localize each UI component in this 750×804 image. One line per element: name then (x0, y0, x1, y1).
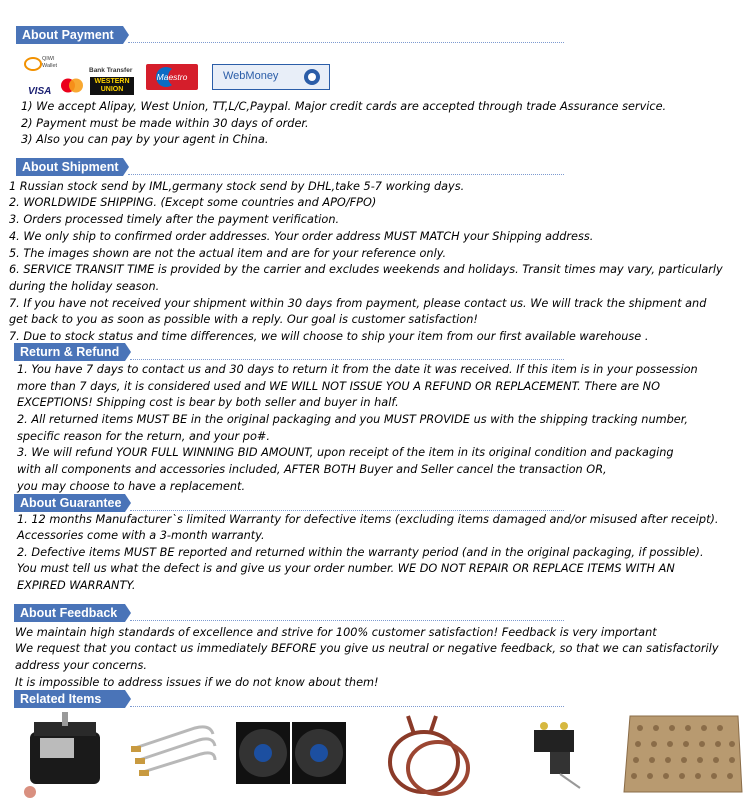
payment-title: About Payment (22, 28, 114, 42)
shipment-line: 6. SERVICE TRANSIT TIME is provided by the carrier and excludes weekends and holidays. Transit times may vary, particularly (9, 263, 723, 276)
refund-line: with all components and accessories included, AFTER BOTH Buyer and Seller cancel the transaction OR, (17, 463, 607, 476)
related-item-gear-motor[interactable] (22, 708, 112, 800)
shipment-title: About Shipment (22, 160, 119, 174)
maestro-logo: Maestro (146, 64, 198, 90)
payment-line: 2) Payment must be made within 30 days of order. (21, 117, 309, 130)
related-header (14, 690, 125, 708)
shipment-line: 3. Orders processed timely after the payment verification. (9, 213, 340, 226)
refund-line: more than 7 days, it is considered used and WE WILL NOT ISSUE YOU A REFUND OR REPLACEMENT. There are NO (17, 380, 661, 393)
related-item-egg-tray[interactable] (620, 708, 744, 800)
payment-line: 3) Also you can pay by your agent in China. (21, 133, 269, 146)
guarantee-line: 1. 12 months Manufacturer`s limited Warranty for defective items (excluding items damaged and/or misused after receipt). (17, 513, 719, 526)
guarantee-line: EXPIRED WARRANTY. (17, 579, 136, 592)
bank-transfer-logo: Bank Transfer (89, 67, 133, 74)
shipment-line: get back to you as soon as possible with a reply. Our goal is customer satisfaction! (9, 313, 478, 326)
guarantee-header (14, 494, 125, 512)
shipment-line: 4. We only ship to confirmed order addresses. Your order address MUST MATCH your Shipping address. (9, 230, 594, 243)
refund-line: 1. You have 7 days to contact us and 30 days to return it from the date it was received. If this item is in your possession (17, 363, 698, 376)
guarantee-line: You must tell us what the defect is and give us your order number. WE DO NOT REPAIR OR REPLACE ITEMS WITH AN (17, 562, 675, 575)
related-item-cooling-fan[interactable] (232, 708, 350, 800)
related-title: Related Items (20, 692, 102, 706)
refund-line: specific reason for the return, and your po#. (17, 430, 270, 443)
guarantee-title: About Guarantee (20, 496, 122, 510)
feedback-line: It is impossible to address issues if we do not know about them! (15, 676, 379, 689)
webmoney-logo: WebMoney (212, 64, 330, 90)
feedback-title: About Feedback (20, 606, 118, 620)
feedback-divider (130, 620, 564, 621)
refund-line: 3. We will refund YOUR FULL WINNING BID AMOUNT, upon receipt of the item in its original condition and packaging (17, 446, 674, 459)
shipment-line: 7. Due to stock status and time differences, we will choose to ship your item from our first available warehouse . (9, 330, 649, 343)
shipment-line: 2. WORLDWIDE SHIPPING. (Except some countries and APO/FPO) (9, 196, 377, 209)
feedback-line: We request that you contact us immediately BEFORE you give us neutral or negative feedback, so that we can satisfactorily (15, 642, 719, 655)
shipment-divider (128, 174, 564, 175)
feedback-line: address your concerns. (15, 659, 147, 672)
related-item-heater-rings[interactable] (378, 708, 478, 800)
qiwi-logo: QIWI Wallet (24, 56, 74, 72)
guarantee-line: 2. Defective items MUST BE reported and returned within the warranty period (and in the original packaging, if possible). (17, 546, 704, 559)
shipment-header (16, 158, 123, 176)
payment-header (16, 26, 123, 44)
payment-line: 1) We accept Alipay, West Union, TT,L/C,Paypal. Major credit cards are accepted through trade Assurance service. (21, 100, 667, 113)
payment-divider (128, 42, 564, 43)
refund-header (14, 343, 125, 361)
shipment-line: during the holiday season. (9, 280, 160, 293)
shipment-line: 5. The images shown are not the actual item and are for your reference only. (9, 247, 447, 260)
refund-title: Return & Refund (20, 345, 120, 359)
mastercard-logo (60, 78, 84, 93)
shipment-line: 7. If you have not received your shipment within 30 days from payment, please contact us. We will track the shipment and (9, 297, 707, 310)
western-union-logo: WESTERN UNION (90, 77, 134, 95)
payment-logos (24, 54, 344, 99)
related-item-micro-switch[interactable] (520, 708, 610, 800)
related-divider (130, 706, 564, 707)
guarantee-line: Accessories come with a 3-month warranty. (17, 529, 265, 542)
feedback-header (14, 604, 125, 622)
visa-logo: VISA (28, 86, 52, 97)
shipment-line: 1 Russian stock send by IML,germany stock send by DHL,take 5-7 working days. (9, 180, 465, 193)
refund-line: you may choose to have a replacement. (17, 480, 246, 493)
feedback-line: We maintain high standards of excellence and strive for 100% customer satisfaction! Feedback is very important (15, 626, 657, 639)
related-item-heating-elements[interactable] (125, 708, 217, 800)
refund-divider (130, 359, 564, 360)
refund-line: EXCEPTIONS! Shipping cost is bear by both seller and buyer in half. (17, 396, 399, 409)
refund-line: 2. All returned items MUST BE in the original packaging and you MUST PROVIDE us with the shipping tracking number, (17, 413, 688, 426)
guarantee-divider (130, 510, 564, 511)
